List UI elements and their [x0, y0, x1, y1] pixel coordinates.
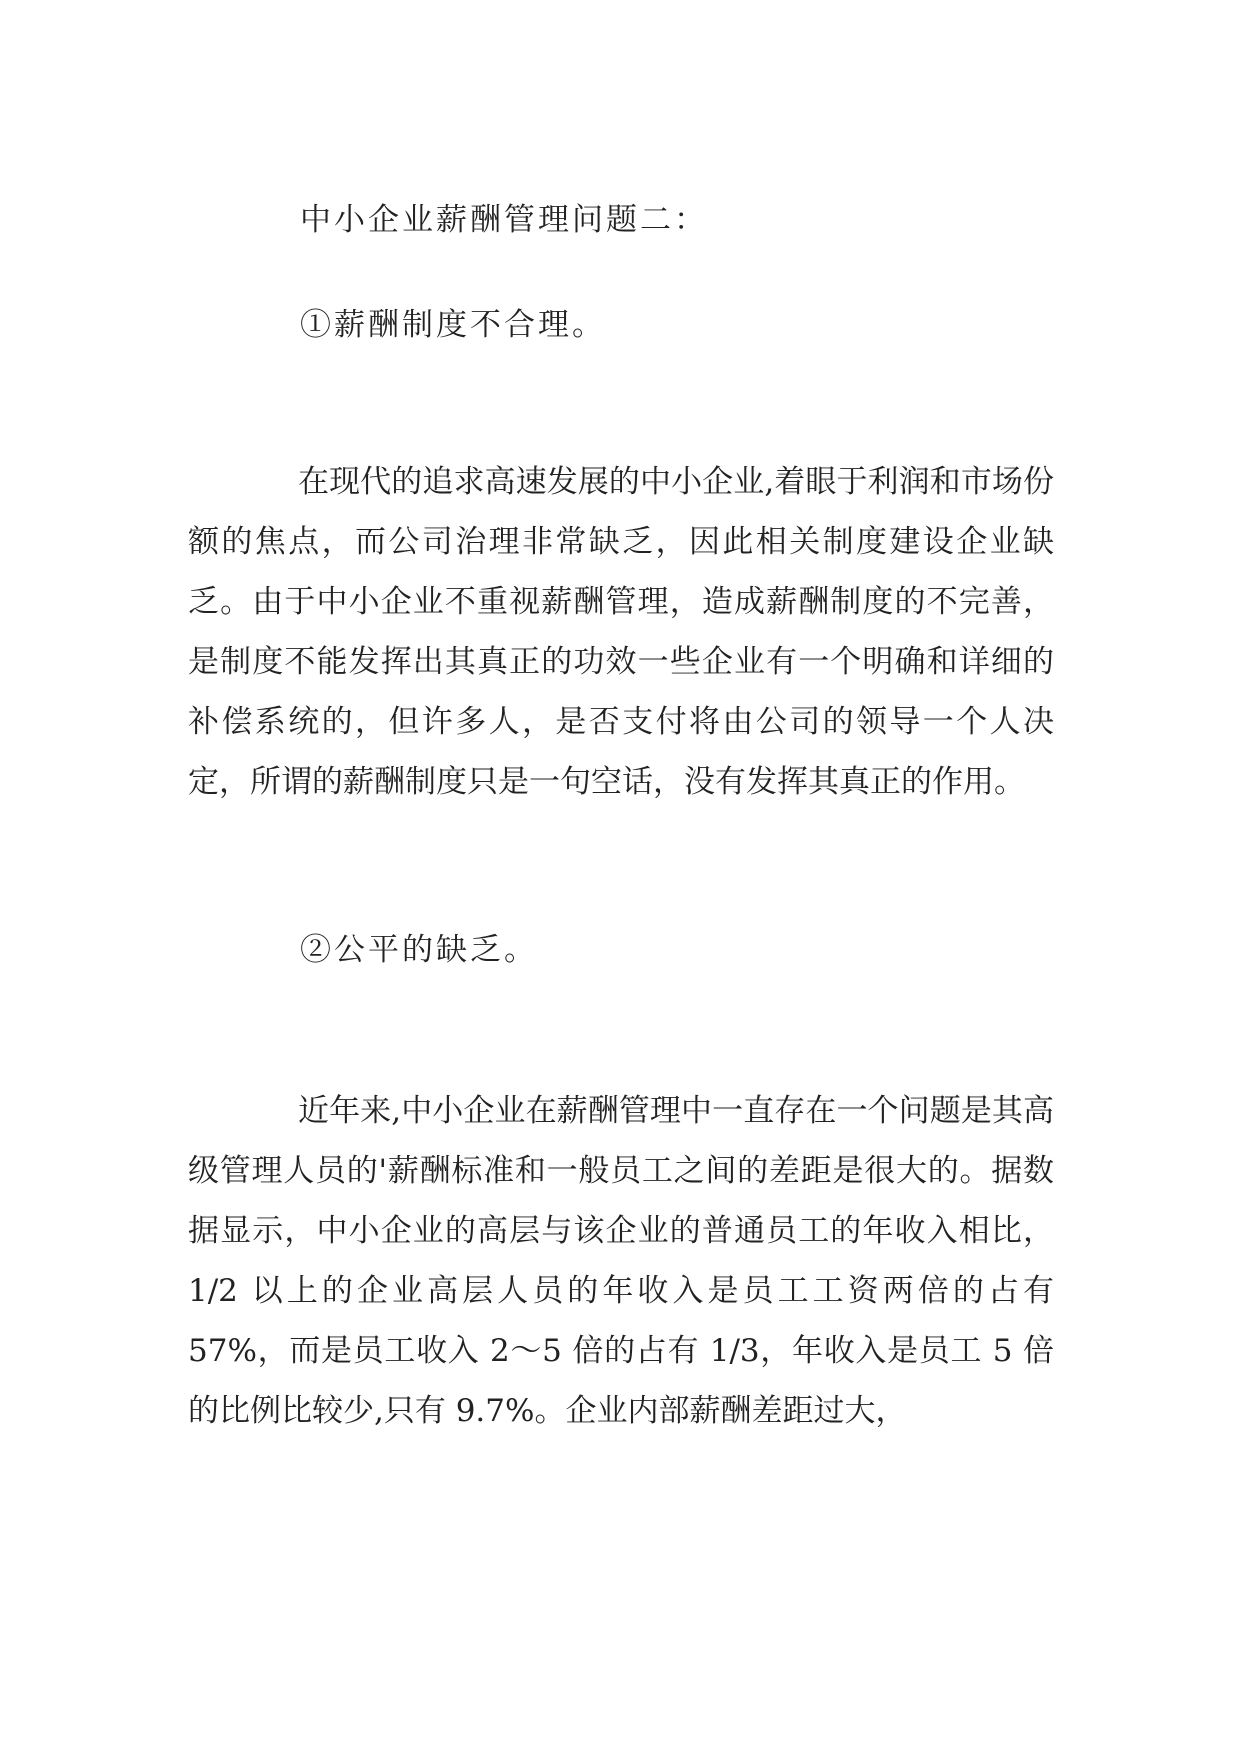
section-paragraph-1: 在现代的追求高速发展的中小企业,着眼于利润和市场份额的焦点，而公司治理非常缺乏，因此相关制度建设企业缺乏。由于中小企业不重视薪酬管理，造成薪酬制度的不完善，是制度不能发挥出其真正的功效一些企业有一个明确和详细的补偿系统的，但许多人，是否支付将由公司的领导一个人决定，所谓的薪酬制度只是一句空话，没有发挥其真正的作用。: [188, 464, 1054, 800]
section-heading-2: ②公平的缺乏。: [300, 932, 538, 968]
document-title: 中小企业薪酬管理问题二：: [300, 202, 708, 238]
section-heading-1: ①薪酬制度不合理。: [300, 307, 606, 343]
section-paragraph-2: 近年来,中小企业在薪酬管理中一直存在一个问题是其高级管理人员的'薪酬标准和一般员工之间的差距是很大的。据数据显示，中小企业的高层与该企业的普通员工的年收入相比，1/2 以上的企业高层人员的年收入是员工工资两倍的占有 57%，而是员工收入 2～5 倍的占有 1/3，年收入是员工 5 倍的比例比较少,只有 9.7%。企业内部薪酬差距过大，: [188, 1093, 1054, 1429]
